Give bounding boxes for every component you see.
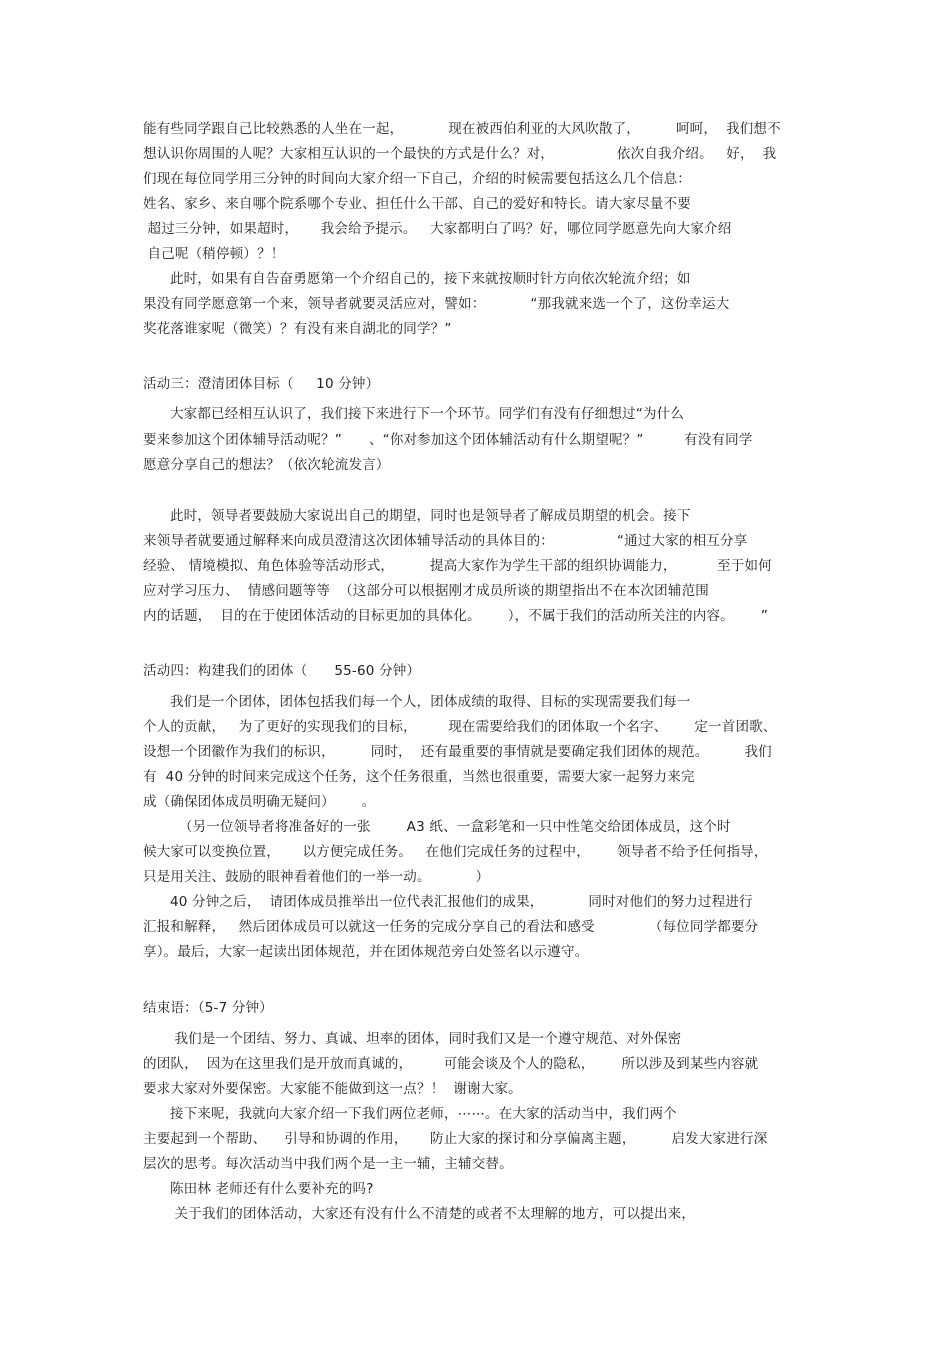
text-line: （另一位领导者将准备好的一张 A3 纸、一盒彩笔和一只中性笔交给团体成员，这个时: [143, 819, 731, 835]
text-line: 有 40 分钟的时间来完成这个任务，这个任务很重，当然也很重要，需要大家一起努力来完: [143, 769, 695, 785]
text-line: 能有些同学跟自己比较熟悉的人坐在一起， 现在被西伯利亚的大风吹散了， 呵呵， 我们想不: [143, 121, 781, 137]
section-heading-closing: 结束语：（5-7 分钟）: [143, 1000, 273, 1016]
text-line: 我们是一个团体，团体包括我们每一个人，团体成绩的取得、目标的实现需要我们每一: [143, 694, 691, 710]
text-line: 大家都已经相互认识了，我们接下来进行下一个环节。同学们有没有仔细想过“为什么: [143, 406, 685, 422]
section-heading-activity-3: 活动三：澄清团体目标（ 10 分钟）: [143, 376, 380, 392]
text-line: 自己呢（稍停顿）？！: [143, 246, 285, 262]
text-line: 陈田林 老师还有什么要补充的吗?: [143, 1181, 374, 1197]
text-line: 只是用关注、鼓励的眼神看着他们的一举一动。 ）: [143, 869, 490, 885]
text-line: 奖花落谁家呢（微笑）？有没有来自湖北的同学？”: [143, 321, 452, 337]
text-line: 应对学习压力、 情感问题等等 （这部分可以根据刚才成员所谈的期望指出不在本次团辅范围: [143, 583, 709, 599]
text-line: 40 分钟之后， 请团体成员推举出一位代表汇报他们的成果， 同时对他们的努力过程进行: [143, 894, 753, 910]
text-line: 汇报和解释， 然后团体成员可以就这一任务的完成分享自己的看法和感受 （每位同学都要分: [143, 919, 759, 935]
text-line: 成（确保团体成员明确无疑问） 。: [143, 794, 376, 810]
text-line: 我们是一个团结、努力、真诚、坦率的团体，同时我们又是一个遵守规范、对外保密: [143, 1031, 682, 1047]
text-line: 姓名、家乡、来自哪个院系哪个专业、担任什么干部、自己的爱好和特长。请大家尽量不要: [143, 196, 691, 212]
text-line: 想认识你周围的人呢？大家相互认识的一个最快的方式是什么？对， 依次自我介绍。 好， 我: [143, 146, 777, 162]
text-line: 的团队， 因为在这里我们是开放而真诚的， 可能会谈及个人的隐私， 所以涉及到某些内容就: [143, 1056, 759, 1072]
text-line: 超过三分钟，如果超时， 我会给予提示。 大家都明白了吗？好，哪位同学愿意先向大家介绍: [143, 221, 732, 237]
text-line: 要求大家对外要保密。大家能不能做到这一点？！ 谢谢大家。: [143, 1081, 522, 1097]
text-line: 主要起到一个帮助、 引导和协调的作用， 防止大家的探讨和分享偏离主题， 启发大家进行深: [143, 1131, 768, 1147]
text-line: 关于我们的团体活动，大家还有没有什么不清楚的或者不太理解的地方，可以提出来，: [143, 1206, 696, 1222]
text-line: 层次的思考。每次活动当中我们两个是一主一辅，主辅交替。: [143, 1156, 513, 1172]
text-line: 们现在每位同学用三分钟的时间向大家介绍一下自己，介绍的时候需要包括这么几个信息：: [143, 171, 691, 187]
text-line: 享）。最后，大家一起读出团体规范，并在团体规范旁白处签名以示遵守。: [143, 944, 589, 960]
text-line: 设想一个团徽作为我们的标识， 同时， 还有最重要的事情就是要确定我们团体的规范。 我们: [143, 744, 772, 760]
text-line: 果没有同学愿意第一个来，领导者就要灵活应对，譬如： “那我就来选一个了，这份幸运大: [143, 296, 730, 312]
text-line: 来领导者就要通过解释来向成员澄清这次团体辅导活动的具体目的： “通过大家的相互分享: [143, 533, 748, 549]
text-line: 候大家可以变换位置， 以方便完成任务。 在他们完成任务的过程中， 领导者不给予任何指导，: [143, 844, 768, 860]
text-line: 此时，如果有自告奋勇愿第一个介绍自己的，接下来就按顺时针方向依次轮流介绍；如: [143, 271, 691, 287]
text-line: 接下来呢，我就向大家介绍一下我们两位老师，⋯⋯。在大家的活动当中，我们两个: [143, 1106, 677, 1122]
text-line: 内的话题， 目的在于使团体活动的目标更加的具体化。 ），不属于我们的活动所关注的内容。 ”: [143, 608, 769, 624]
section-heading-activity-4: 活动四：构建我们的团体（ 55-60 分钟）: [143, 663, 421, 679]
text-line: 此时，领导者要鼓励大家说出自己的期望，同时也是领导者了解成员期望的机会。接下: [143, 508, 691, 524]
text-line: 个人的贡献， 为了更好的实现我们的目标， 现在需要给我们的团体取一个名字、 定一首团歌、: [143, 719, 777, 735]
text-line: 要来参加这个团体辅导活动呢？” 、“你对参加这个团体辅活动有什么期望呢？” 有没有同学: [143, 432, 753, 448]
text-line: 愿意分享自己的想法？（依次轮流发言）: [143, 457, 390, 473]
text-line: 经验、 情境模拟、角色体验等活动形式， 提高大家作为学生干部的组织协调能力， 至于如何: [143, 558, 772, 574]
